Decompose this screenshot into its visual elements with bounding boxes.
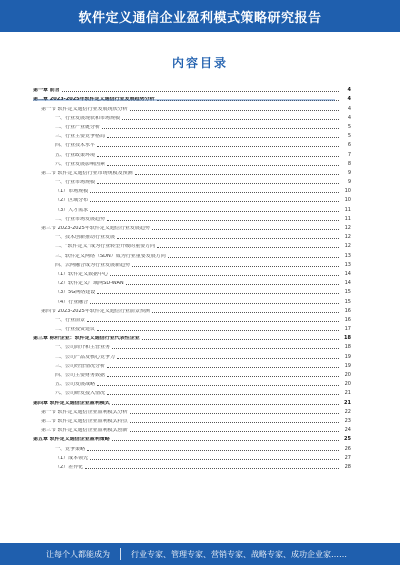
toc-leader-dots bbox=[97, 385, 339, 386]
toc-leader-dots bbox=[107, 137, 339, 138]
toc-entry-page: 4 bbox=[347, 114, 351, 121]
toc-entry-label: 四、公司主要财务数据 bbox=[55, 373, 106, 378]
toc-leader-dots bbox=[97, 293, 339, 294]
toc-entry-label: 第三章 标杆企业：软件定义通信行业代表性企业 bbox=[33, 336, 140, 342]
toc-leader-dots bbox=[107, 394, 339, 395]
toc-leader-dots bbox=[110, 275, 339, 276]
toc-entry[interactable] bbox=[33, 121, 351, 130]
toc-entry-label: 第二节 软件定义通信行业市场规模及预测 bbox=[41, 170, 133, 176]
toc-leader-dots bbox=[135, 174, 339, 175]
toc-entry-label: 五、公司发展战略 bbox=[55, 382, 96, 388]
toc-entry-page: 24 bbox=[344, 427, 351, 434]
report-footer bbox=[0, 543, 400, 565]
report-header bbox=[0, 0, 400, 32]
toc-leader-dots bbox=[85, 468, 339, 469]
toc-leader-dots bbox=[107, 376, 339, 377]
toc-entry[interactable] bbox=[33, 350, 351, 359]
toc-entry[interactable] bbox=[33, 231, 351, 240]
toc-entry-label: 二、行业投资建议 bbox=[55, 327, 96, 333]
toc-entry-label: 二、公司产品及核心竞争力 bbox=[55, 354, 116, 360]
toc-entry-page: 19 bbox=[344, 362, 351, 369]
toc-entry[interactable] bbox=[33, 167, 351, 176]
toc-entry[interactable] bbox=[33, 286, 351, 295]
toc-entry-label: 第五章 软件定义通信企业盈利策略 bbox=[33, 437, 110, 443]
toc-entry[interactable] bbox=[33, 396, 351, 405]
toc-leader-dots bbox=[142, 339, 339, 340]
toc-entry[interactable] bbox=[33, 295, 351, 304]
toc-leader-dots bbox=[97, 146, 339, 147]
toc-entry-label: 一、行业前景 bbox=[55, 317, 86, 323]
toc-entry-page: 16 bbox=[344, 316, 351, 323]
toc-entry[interactable] bbox=[33, 452, 351, 461]
toc-entry-page: 18 bbox=[344, 344, 351, 351]
toc-entry[interactable] bbox=[33, 360, 351, 369]
toc-leader-dots bbox=[130, 413, 339, 414]
toc-entry-page: 10 bbox=[344, 197, 351, 204]
toc-entry[interactable] bbox=[33, 406, 351, 415]
toc-leader-dots bbox=[126, 284, 339, 285]
toc-entry-page: 21 bbox=[344, 399, 351, 406]
toc-entry-label: 六、行业发展影响因素 bbox=[55, 161, 106, 167]
toc-entry-label: 四、云网融合成为行业发展新趋势 bbox=[55, 262, 131, 268]
toc-entry[interactable] bbox=[33, 314, 351, 323]
toc-leader-dots bbox=[112, 404, 339, 405]
toc-entry-label: 一、公司简介和主营业务 bbox=[55, 345, 111, 351]
toc-entry-label: 四、行业技术水平 bbox=[55, 143, 96, 149]
toc-leader-dots bbox=[97, 183, 339, 184]
toc-entry-page: 12 bbox=[344, 243, 351, 250]
toc-entry-label: （3）5G网络建设 bbox=[55, 290, 96, 296]
toc-entry-label: 一、技术创新推动行业发展 bbox=[55, 235, 116, 241]
toc-entry[interactable] bbox=[33, 387, 351, 396]
toc-leader-dots bbox=[102, 128, 339, 129]
toc-entry-label: 第一节 软件定义通信企业盈利模式分析 bbox=[41, 409, 128, 415]
toc-leader-dots bbox=[157, 247, 339, 248]
toc-entry-page: 4 bbox=[347, 87, 351, 94]
toc-leader-dots bbox=[152, 312, 339, 313]
toc-leader-dots bbox=[117, 358, 339, 359]
toc-entry-label: 第二节 软件定义通信企业盈利模式特点 bbox=[41, 418, 128, 424]
toc-entry-label: 三、软件定义网络（SDN）成为行业重要发展方向 bbox=[55, 253, 166, 259]
toc-leader-dots bbox=[112, 348, 339, 349]
toc-entry[interactable] bbox=[33, 442, 351, 451]
toc-entry-label: 一、行业市场规模 bbox=[55, 180, 96, 186]
toc-entry-page: 15 bbox=[344, 298, 351, 305]
toc-entry[interactable] bbox=[33, 148, 351, 157]
toc-entry[interactable] bbox=[33, 84, 351, 93]
toc-entry-page: 12 bbox=[344, 234, 351, 241]
toc-entry-page: 9 bbox=[347, 169, 351, 176]
footer-divider bbox=[120, 548, 121, 560]
toc-entry-page: 9 bbox=[347, 179, 351, 186]
toc-entry-page: 19 bbox=[344, 353, 351, 360]
toc-entry-page: 28 bbox=[344, 463, 351, 470]
toc-leader-dots bbox=[107, 367, 339, 368]
toc-leader-dots bbox=[152, 229, 339, 230]
toc-entry[interactable] bbox=[33, 93, 351, 102]
toc-entry-page: 11 bbox=[344, 206, 351, 213]
toc-leader-dots bbox=[107, 165, 339, 166]
toc-entry[interactable] bbox=[33, 102, 351, 111]
toc-entry-page: 12 bbox=[344, 225, 351, 231]
toc-entry[interactable] bbox=[33, 130, 351, 139]
toc-entry[interactable] bbox=[33, 332, 351, 341]
toc-entry[interactable] bbox=[33, 203, 351, 212]
toc-entry-label: （2）软件定义广域网SD-WAN bbox=[55, 281, 124, 287]
toc-entry-label: 三、公司经营情况分析 bbox=[55, 363, 106, 369]
toc-leader-dots bbox=[90, 211, 339, 212]
toc-leader-dots bbox=[90, 201, 339, 202]
toc-entry-label: （1）软件定义数据中心 bbox=[55, 271, 109, 277]
toc-entry-page: 10 bbox=[344, 188, 351, 195]
toc-entry-page: 13 bbox=[344, 252, 351, 259]
toc-entry[interactable] bbox=[33, 415, 351, 424]
toc-entry-page: 16 bbox=[344, 307, 351, 314]
toc-entry-page: 4 bbox=[347, 105, 351, 112]
toc-entry-label: 第三节 2023-2025年软件定义通信行业发展趋势 bbox=[41, 226, 150, 231]
toc-entry-label: 第三节 软件定义通信企业盈利模式创新 bbox=[41, 428, 128, 434]
toc-entry[interactable] bbox=[33, 259, 351, 268]
toc-leader-dots bbox=[157, 100, 339, 101]
toc-entry-label: 五、行业政策环境 bbox=[55, 152, 96, 158]
toc-entry-page: 11 bbox=[344, 215, 351, 222]
toc-leader-dots bbox=[132, 266, 339, 267]
toc-entry-page: 21 bbox=[344, 390, 351, 397]
toc-entry-page: 14 bbox=[344, 280, 351, 287]
toc-entry-page: 15 bbox=[344, 289, 351, 296]
toc-entry[interactable] bbox=[33, 268, 351, 277]
toc-entry-label: 第一节 软件定义通信行业发展现状分析 bbox=[41, 106, 128, 112]
toc-entry[interactable] bbox=[33, 185, 351, 194]
toc-entry[interactable] bbox=[33, 176, 351, 185]
toc-leader-dots bbox=[90, 192, 339, 193]
footer-slogan-right: 行业专家、管理专家、营销专家、战略专家、成功企业家…… bbox=[131, 549, 347, 559]
toc-entry-page: 23 bbox=[344, 417, 351, 424]
toc-entry-page: 5 bbox=[347, 123, 351, 130]
toc-entry-page: 17 bbox=[344, 326, 351, 333]
toc-entry[interactable] bbox=[33, 112, 351, 121]
toc-entry-label: 二、行业产业链分析 bbox=[55, 124, 101, 130]
toc-leader-dots bbox=[112, 440, 339, 441]
toc-entry-label: 六、公司研发投入情况 bbox=[55, 391, 106, 397]
toc-entry-label: 二、“软件定义”成为行业转型升级的重要方向 bbox=[55, 244, 156, 250]
toc-entry-page: 20 bbox=[344, 372, 351, 378]
toc-entry-label: 三、行业主要竞争格局 bbox=[55, 134, 106, 140]
toc-leader-dots bbox=[168, 257, 339, 258]
toc-entry[interactable] bbox=[33, 139, 351, 148]
toc-leader-dots bbox=[97, 156, 339, 157]
toc-entry-page: 18 bbox=[344, 335, 351, 342]
toc-entry-label: （2）差异化 bbox=[55, 464, 84, 470]
toc-entry-label: （3）人才需求 bbox=[55, 207, 89, 213]
toc-entry-page: 5 bbox=[347, 133, 351, 140]
toc-entry[interactable] bbox=[33, 461, 351, 470]
toc-entry-page: 14 bbox=[344, 270, 351, 277]
toc-entry[interactable] bbox=[33, 249, 351, 258]
toc-leader-dots bbox=[90, 459, 339, 460]
toc-entry-label: （1）成本领先 bbox=[55, 455, 89, 461]
toc-entry[interactable] bbox=[33, 341, 351, 350]
toc-entry[interactable] bbox=[33, 369, 351, 378]
toc-entry[interactable] bbox=[33, 433, 351, 442]
toc-entry-label: 第四章 软件定义通信企业盈利模式 bbox=[33, 400, 110, 406]
toc-entry-label: 一、行业发展现状和市场规模 bbox=[55, 115, 121, 121]
toc-entry-label: （4）行业融合 bbox=[55, 299, 89, 305]
toc-entry-page: 22 bbox=[344, 408, 351, 415]
toc-entry[interactable] bbox=[33, 378, 351, 387]
toc-entry-page: 20 bbox=[344, 381, 351, 388]
toc-leader-dots bbox=[87, 321, 339, 322]
toc-leader-dots bbox=[130, 422, 339, 423]
table-of-contents bbox=[33, 84, 351, 529]
toc-entry[interactable] bbox=[33, 277, 351, 286]
toc-entry[interactable] bbox=[33, 305, 351, 314]
toc-entry[interactable] bbox=[33, 213, 351, 222]
toc-entry-page: 27 bbox=[344, 454, 351, 461]
toc-leader-dots bbox=[122, 119, 339, 120]
toc-entry[interactable] bbox=[33, 323, 351, 332]
toc-entry[interactable] bbox=[33, 222, 351, 231]
toc-leader-dots bbox=[87, 450, 339, 451]
toc-entry-page: 4 bbox=[347, 96, 351, 103]
footer-slogan-left: 让每个人都能成为 bbox=[46, 549, 110, 559]
toc-entry[interactable] bbox=[33, 424, 351, 433]
toc-entry-page: 8 bbox=[347, 160, 351, 167]
toc-leader-dots bbox=[117, 238, 339, 239]
toc-entry-label: 第四节 2023-2025年软件定义通信行业前景预测 bbox=[41, 308, 150, 314]
report-title: 软件定义通信企业盈利模式策略研究报告 bbox=[78, 10, 322, 26]
toc-entry[interactable] bbox=[33, 194, 351, 203]
toc-entry-label: （1）市场规模 bbox=[55, 189, 89, 195]
toc-entry-page: 25 bbox=[344, 436, 351, 443]
toc-entry-page: 7 bbox=[347, 151, 351, 158]
toc-entry[interactable] bbox=[33, 240, 351, 249]
toc-entry-page: 26 bbox=[344, 445, 351, 452]
toc-leader-dots bbox=[107, 220, 339, 221]
toc-leader-dots bbox=[97, 330, 339, 331]
toc-entry-label: 二、行业市场发展趋势 bbox=[55, 216, 106, 222]
toc-entry-page: 6 bbox=[347, 142, 351, 149]
toc-leader-dots bbox=[130, 431, 339, 432]
toc-leader-dots bbox=[90, 303, 339, 304]
toc-entry-label: 第一章 前言 bbox=[33, 88, 60, 94]
toc-leader-dots bbox=[62, 91, 339, 92]
toc-heading: 内容目录 bbox=[171, 56, 228, 70]
toc-entry-label: （2）区域分布 bbox=[55, 198, 89, 204]
toc-entry-label: 一、竞争策略 bbox=[55, 446, 86, 452]
toc-entry[interactable] bbox=[33, 158, 351, 167]
toc-entry-label: 第二章 2023-2025年软件定义通信行业发展趋势分析 bbox=[33, 97, 155, 103]
toc-entry-page: 13 bbox=[344, 261, 351, 268]
toc-leader-dots bbox=[130, 110, 339, 111]
